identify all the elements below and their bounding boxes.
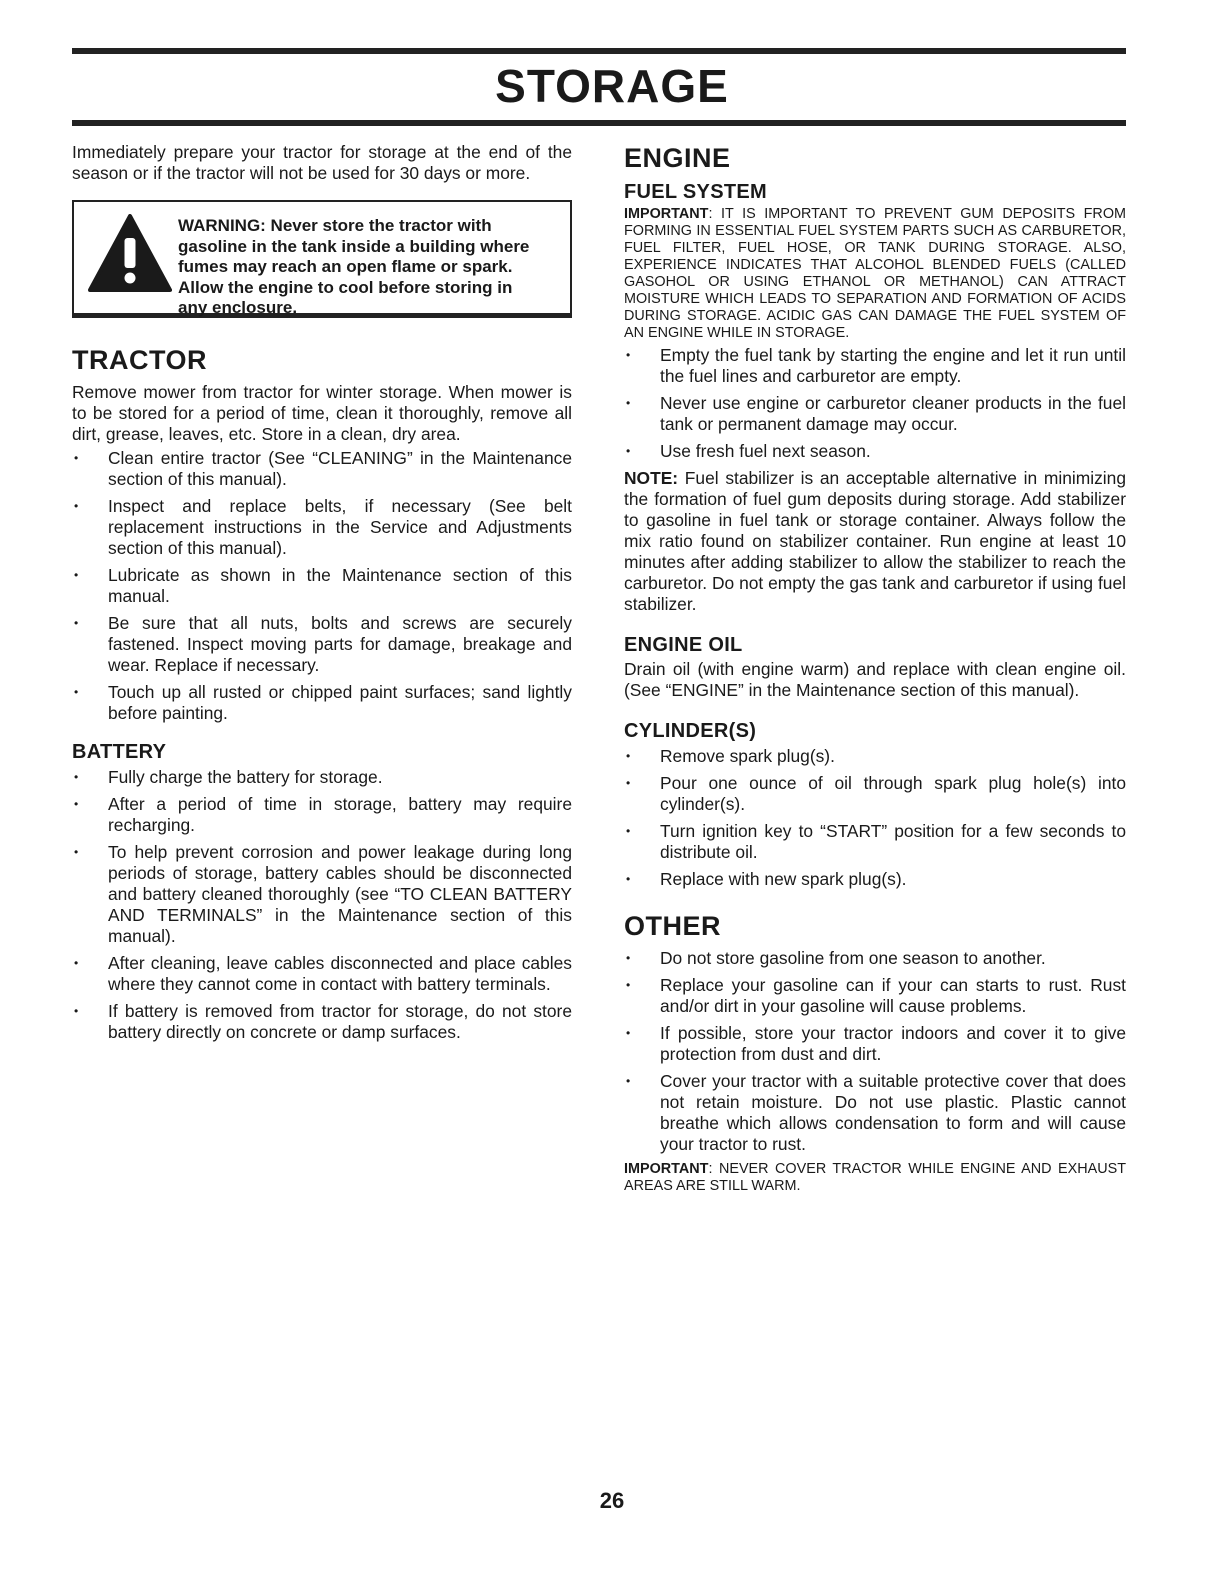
- list-item: • Clean entire tractor (See “CLEANING” in the Maintenance section of this manual).: [72, 448, 572, 490]
- list-item: • Turn ignition key to “START” position for a few seconds to distribute oil.: [624, 821, 1126, 863]
- list-item: • After cleaning, leave cables disconnected and place cables where they cannot come in contact with battery terminals.: [72, 953, 572, 995]
- list-item: • Touch up all rusted or chipped paint surfaces; sand lightly before painting.: [72, 682, 572, 724]
- battery-heading: BATTERY: [72, 741, 167, 763]
- list-item: • Empty the fuel tank by starting the engine and let it run until the fuel lines and carburetor are empty.: [624, 345, 1126, 387]
- engine-oil-text: Drain oil (with engine warm) and replace with clean engine oil. (See “ENGINE” in the Maintenance section of this manual).: [624, 659, 1126, 700]
- list-item: • After a period of time in storage, battery may require recharging.: [72, 794, 572, 836]
- top-rule: [72, 48, 1126, 54]
- warning-box: [72, 200, 572, 318]
- warning-text: WARNING: Never store the tractor with gasoline in the tank inside a building where fumes may reach an open flame or spark. Allow the engine to cool before storing in any enclosure.: [178, 216, 530, 317]
- engine-heading: ENGINE: [624, 143, 731, 173]
- fuel-note-text: NOTE: Fuel stabilizer is an acceptable alternative in minimizing the formation of fuel gum deposits during storage. Add stabilizer to gasoline in fuel tank or storage container. Always follow the mix ratio found on stabilizer container. Run engine at least 10 minutes after adding stabilizer to allow the stabilizer to reach the carburetor. Do not empty the gas tank and carburetor if using fuel stabilizer.: [624, 468, 1126, 614]
- left-column: [72, 142, 572, 1049]
- important-label: IMPORTANT: [624, 1161, 709, 1177]
- list-item: • If possible, store your tractor indoors and cover it to give protection from dust and dirt.: [624, 1023, 1126, 1065]
- list-item: • Replace your gasoline can if your can starts to rust. Rust and/or dirt in your gasoline will cause problems.: [624, 975, 1126, 1017]
- page-title: STORAGE: [495, 60, 729, 112]
- other-important-text: IMPORTANT: NEVER COVER TRACTOR WHILE ENGINE AND EXHAUST AREAS ARE STILL WARM.: [624, 1161, 1126, 1194]
- list-item: • Replace with new spark plug(s).: [624, 869, 1126, 890]
- title-bottom-rule: [72, 120, 1126, 126]
- list-item: • Pour one ounce of oil through spark plug hole(s) into cylinder(s).: [624, 773, 1126, 815]
- right-column: [624, 142, 1126, 1195]
- list-item: • Be sure that all nuts, bolts and screws are securely fastened. Inspect moving parts for damage, breakage and wear. Replace if necessary.: [72, 613, 572, 676]
- warning-triangle-icon: [88, 214, 172, 292]
- engine-oil-heading: ENGINE OIL: [624, 634, 743, 656]
- list-item: • To help prevent corrosion and power leakage during long periods of storage, battery cables should be disconnected and battery cleaned thoroughly (see “TO CLEAN BATTERY AND TERMINALS” in the Maintenance section of this manual).: [72, 842, 572, 947]
- tractor-heading: TRACTOR: [72, 345, 207, 375]
- list-item: • Inspect and replace belts, if necessary (See belt replacement instructions in the Service and Adjustments section of this manual).: [72, 496, 572, 559]
- tractor-text: Remove mower from tractor for winter storage. When mower is to be stored for a period of time, clean it thoroughly, remove all dirt, grease, leaves, etc. Store in a clean, dry area.: [72, 382, 572, 444]
- list-item: • Fully charge the battery for storage.: [72, 767, 572, 788]
- important-label: IMPORTANT: [624, 206, 709, 222]
- fuel-system-list: [624, 345, 1126, 462]
- list-item: • Lubricate as shown in the Maintenance section of this manual.: [72, 565, 572, 607]
- list-item: • If battery is removed from tractor for storage, do not store battery directly on concrete or damp surfaces.: [72, 1001, 572, 1043]
- page-number: 26: [599, 1488, 625, 1513]
- list-item: • Use fresh fuel next season.: [624, 441, 1126, 462]
- intro-text: Immediately prepare your tractor for storage at the end of the season or if the tractor will not be used for 30 days or more.: [72, 142, 572, 183]
- other-list: [624, 948, 1126, 1155]
- battery-list: [72, 767, 572, 1043]
- list-item: • Never use engine or carburetor cleaner products in the fuel tank or permanent damage may occur.: [624, 393, 1126, 435]
- list-item: • Cover your tractor with a suitable protective cover that does not retain moisture. Do not use plastic. Plastic cannot breathe which allows condensation to form and will cause your tractor to rust.: [624, 1071, 1126, 1155]
- cylinders-list: [624, 746, 1126, 890]
- list-item: • Remove spark plug(s).: [624, 746, 1126, 767]
- list-item: • Do not store gasoline from one season to another.: [624, 948, 1126, 969]
- cylinders-heading: CYLINDER(S): [624, 720, 757, 742]
- note-label: NOTE:: [624, 468, 679, 488]
- fuel-system-heading: FUEL SYSTEM: [624, 181, 767, 203]
- other-heading: OTHER: [624, 911, 721, 941]
- fuel-important-text: IMPORTANT: IT IS IMPORTANT TO PREVENT GUM DEPOSITS FROM FORMING IN ESSENTIAL FUEL SYSTEM PARTS SUCH AS CARBURETOR, FUEL FILTER, FUEL HOSE, OR TANK DURING STORAGE. ALSO, EXPERIENCE INDICATES THAT ALCOHOL BLENDED FUELS (CALLED GASOHOL OR USING ETHANOL OR METHANOL) CAN ATTRACT MOISTURE WHICH LEADS TO SEPARATION AND FORMATION OF ACIDS DURING STORAGE. ACIDIC GAS CAN DAMAGE THE FUEL SYSTEM OF AN ENGINE WHILE IN STORAGE.: [624, 206, 1126, 341]
- tractor-list: [72, 448, 572, 724]
